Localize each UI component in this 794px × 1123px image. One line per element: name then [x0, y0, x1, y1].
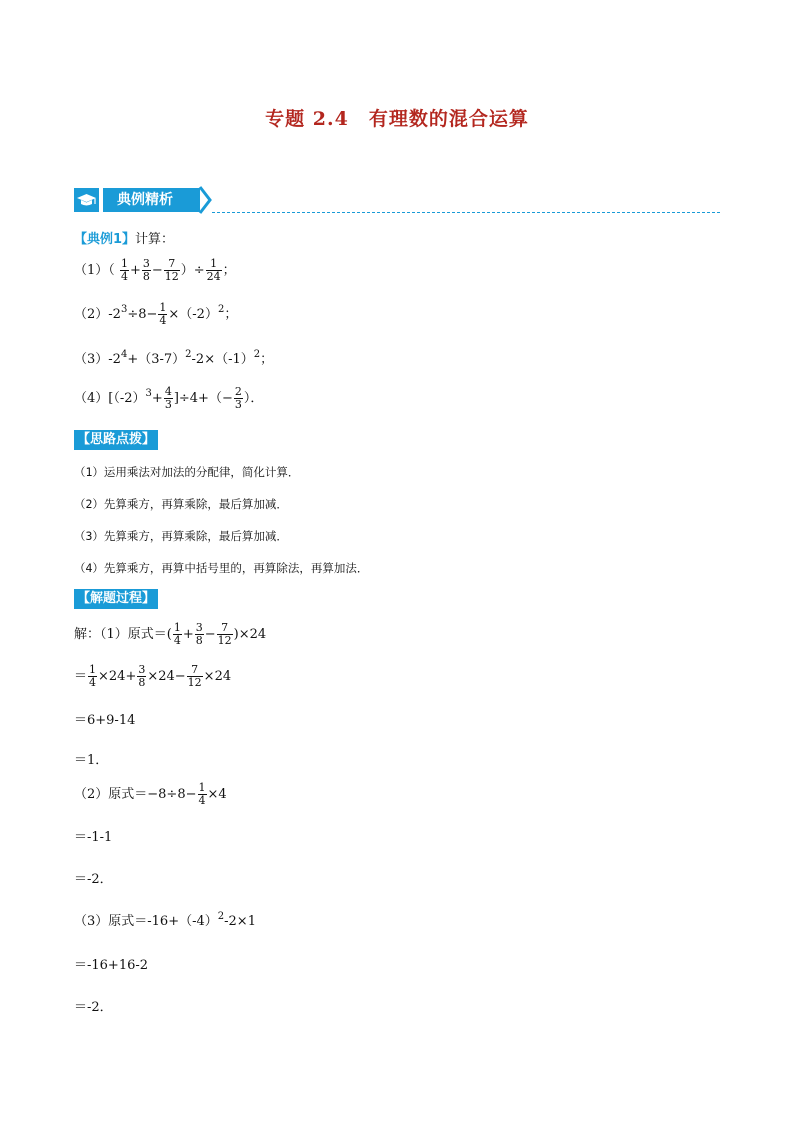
fraction	[158, 302, 167, 327]
math-text: [（-2）	[108, 391, 146, 406]
example-heading	[74, 232, 174, 248]
problem-2	[74, 302, 237, 327]
problem-4	[74, 386, 263, 411]
denominator: 4	[173, 634, 181, 647]
math-text: ；	[224, 307, 238, 322]
solution-step-6: ＝-1-1	[74, 830, 113, 845]
solution-step-9: ＝-16+16-2	[74, 958, 149, 973]
denominator: 8	[142, 270, 150, 283]
section-divider	[212, 212, 720, 213]
math-text: ×（-2）	[168, 307, 218, 322]
numerator: 1	[210, 257, 218, 270]
math-text: +	[151, 391, 163, 406]
math-text: （3）原式＝-16+（-4）	[74, 914, 218, 929]
denominator: 12	[164, 270, 179, 283]
numerator: 7	[191, 663, 199, 676]
math-text: ＝	[74, 669, 88, 684]
problem-number: （3）	[74, 352, 109, 367]
hint-line: （2）先算乘方，再算乘除，最后算加减．	[74, 497, 288, 511]
graduation-cap-icon	[74, 188, 99, 212]
hints-tag: 【思路点拨】	[74, 430, 158, 450]
fraction	[88, 664, 97, 689]
exponent: 2	[217, 304, 225, 315]
problem-3	[74, 349, 274, 368]
numerator: 1	[89, 663, 97, 676]
section-arrow-icon	[198, 186, 214, 218]
numerator: 1	[173, 621, 181, 634]
solution-tag: 【解题过程】	[74, 589, 158, 609]
problem-number: （1）	[74, 263, 109, 278]
fraction	[164, 386, 173, 411]
solution-step-5	[74, 782, 227, 807]
solution-step-10: ＝-2．	[74, 1000, 113, 1015]
example-prompt: 计算：	[135, 232, 175, 247]
hint-line: （1）运用乘法对加法的分配律，简化计算．	[74, 465, 300, 479]
fraction	[234, 386, 243, 411]
math-text: ]÷4+（−	[173, 391, 233, 406]
exponent: 3	[120, 304, 128, 315]
exponent: 2	[185, 349, 192, 360]
math-text: （	[108, 263, 115, 278]
math-text: ÷8−	[127, 307, 158, 322]
numerator: 4	[164, 385, 172, 398]
numerator: 1	[159, 301, 167, 314]
math-text: +（3-7）	[127, 352, 186, 367]
exponent: 2	[217, 911, 225, 922]
operator: +	[129, 263, 141, 278]
denominator: 24	[206, 270, 221, 283]
math-text: -2	[108, 352, 121, 367]
numerator: 1	[120, 257, 128, 270]
denominator: 3	[164, 398, 172, 411]
fraction	[137, 664, 146, 689]
solution-step-3: ＝6+9-14	[74, 713, 136, 728]
fraction	[217, 622, 233, 647]
math-text: ；	[260, 352, 274, 367]
fraction	[142, 258, 151, 283]
numerator: 3	[195, 621, 203, 634]
page-title: 专题 2.4 有理数的混合运算	[265, 108, 529, 130]
solution-step-4: ＝1．	[74, 753, 109, 768]
problem-number: （2）	[74, 307, 109, 322]
fraction	[198, 782, 207, 807]
operator: −	[151, 263, 163, 278]
math-text: ）．	[243, 391, 264, 406]
denominator: 3	[234, 398, 242, 411]
numerator: 2	[234, 385, 242, 398]
solution-step-2	[74, 664, 231, 689]
denominator: 4	[198, 794, 206, 807]
fraction	[195, 622, 204, 647]
denominator: 4	[159, 314, 167, 327]
hint-line: （4）先算乘方，再算中括号里的，再算除法，再算加法．	[74, 561, 369, 575]
numerator: 3	[142, 257, 150, 270]
numerator: 7	[221, 621, 229, 634]
section-label: 典例精析	[103, 188, 200, 212]
operator: −	[204, 627, 216, 642]
math-text: ×24	[203, 669, 232, 684]
fraction	[187, 664, 203, 689]
fraction	[120, 258, 129, 283]
math-text: 解：（1）原式＝(	[74, 627, 172, 642]
denominator: 12	[217, 634, 232, 647]
hint-line: （3）先算乘方，再算乘除，最后算加减．	[74, 529, 288, 543]
denominator: 8	[138, 676, 146, 689]
denominator: 4	[89, 676, 97, 689]
numerator: 7	[168, 257, 176, 270]
solution-step-7: ＝-2．	[74, 872, 113, 887]
numerator: 1	[198, 781, 206, 794]
fraction	[206, 258, 222, 283]
math-text: ）÷	[180, 263, 205, 278]
math-text: （2）原式＝−8÷8−	[74, 787, 197, 802]
fraction	[164, 258, 180, 283]
denominator: 4	[120, 270, 128, 283]
example-tag: 【典例1】	[74, 232, 136, 247]
math-text: -2	[108, 307, 121, 322]
math-text: -2×（-1）	[191, 352, 254, 367]
math-text: ×24−	[147, 669, 186, 684]
fraction	[173, 622, 182, 647]
solution-step-8	[74, 911, 256, 930]
math-text: -2×1	[224, 914, 256, 929]
denominator: 8	[195, 634, 203, 647]
exponent: 2	[253, 349, 261, 360]
math-text: ；	[222, 263, 236, 278]
math-text: ×24+	[98, 669, 137, 684]
operator: +	[182, 627, 194, 642]
denominator: 12	[187, 676, 202, 689]
math-text: ×4	[207, 787, 227, 802]
exponent: 3	[145, 388, 152, 399]
solution-step-1	[74, 622, 266, 647]
math-text: )×24	[233, 627, 267, 642]
exponent: 4	[120, 349, 128, 360]
problem-1	[74, 258, 236, 283]
problem-number: （4）	[74, 391, 109, 406]
numerator: 3	[138, 663, 146, 676]
